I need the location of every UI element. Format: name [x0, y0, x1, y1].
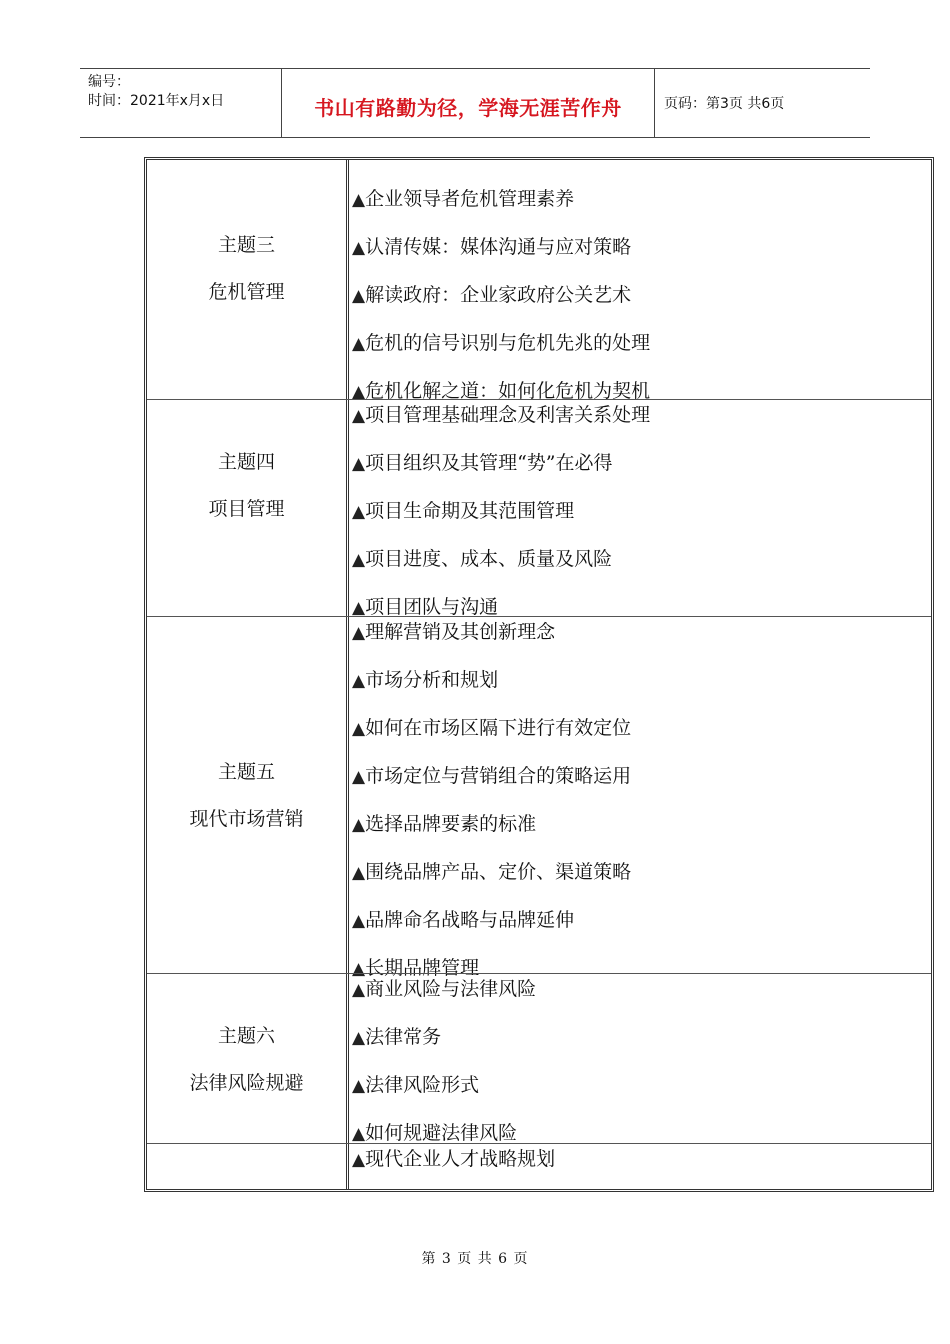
time-label: 时间：2021年x月x日 [88, 93, 225, 109]
item-text: 围绕品牌产品、定价、渠道策略 [365, 861, 632, 883]
page-header [80, 68, 870, 138]
triangle-bullet-icon: ▲ [352, 815, 366, 835]
section-row [147, 973, 931, 1144]
list-item [352, 488, 931, 536]
triangle-bullet-icon: ▲ [352, 1076, 366, 1096]
triangle-bullet-icon: ▲ [352, 1124, 366, 1144]
item-text: 项目团队与沟通 [365, 596, 499, 618]
item-text: 品牌命名战略与品牌延伸 [365, 909, 575, 931]
item-text: 项目管理基础理念及利害关系处理 [365, 404, 651, 426]
triangle-bullet-icon: ▲ [352, 454, 366, 474]
item-text: 法律常务 [365, 1026, 442, 1048]
item-text: 项目进度、成本、质量及风险 [365, 548, 613, 570]
item-text: 理解营销及其创新理念 [365, 621, 556, 643]
topic-number: 主题三 [217, 234, 275, 256]
section-items [352, 609, 931, 993]
section-topic [147, 439, 346, 533]
item-text: 选择品牌要素的标准 [365, 813, 537, 835]
list-item [352, 1014, 931, 1062]
section-items [352, 176, 931, 416]
triangle-bullet-icon: ▲ [352, 623, 366, 643]
list-item [352, 536, 931, 584]
item-text: 如何在市场区隔下进行有效定位 [365, 717, 632, 739]
section-items [352, 966, 931, 1158]
item-text: 市场定位与营销组合的策略运用 [365, 765, 632, 787]
page-indicator: 页码：第3页 共6页 [664, 96, 785, 112]
triangle-bullet-icon: ▲ [352, 550, 366, 570]
header-motto-cell [281, 69, 655, 137]
list-item [352, 609, 931, 657]
list-item [352, 897, 931, 945]
triangle-bullet-icon: ▲ [352, 190, 366, 210]
section-topic [147, 222, 346, 316]
number-label: 编号： [88, 74, 130, 90]
list-item [352, 657, 931, 705]
item-text: 商业风险与法律风险 [365, 978, 537, 1000]
triangle-bullet-icon: ▲ [352, 1028, 366, 1048]
item-text: 长期品牌管理 [365, 957, 480, 979]
triangle-bullet-icon: ▲ [352, 863, 366, 883]
item-text: 法律风险形式 [365, 1074, 480, 1096]
page-footer: 第 3 页 共 6 页 [421, 1251, 529, 1267]
list-item [352, 224, 931, 272]
triangle-bullet-icon: ▲ [352, 598, 366, 618]
item-text: 危机的信号识别与危机先兆的处理 [365, 332, 651, 354]
item-text: 项目生命期及其范围管理 [365, 500, 575, 522]
topic-number: 主题六 [217, 1025, 275, 1047]
section-items [352, 392, 931, 632]
triangle-bullet-icon: ▲ [352, 911, 366, 931]
section-items [352, 1136, 931, 1184]
triangle-bullet-icon: ▲ [352, 1150, 366, 1170]
section-row [147, 160, 931, 402]
course-table [144, 157, 934, 1192]
section-topic [147, 1013, 346, 1107]
topic-number: 主题五 [217, 761, 275, 783]
section-topic [147, 749, 346, 843]
topic-title: 现代市场营销 [189, 808, 304, 830]
list-item [352, 1136, 931, 1184]
triangle-bullet-icon: ▲ [352, 502, 366, 522]
header-meta [80, 69, 280, 137]
triangle-bullet-icon: ▲ [352, 980, 366, 1000]
triangle-bullet-icon: ▲ [352, 406, 366, 426]
list-item [352, 1062, 931, 1110]
list-item [352, 705, 931, 753]
topic-title: 项目管理 [208, 498, 285, 520]
list-item [352, 392, 931, 440]
list-item [352, 849, 931, 897]
topic-title: 危机管理 [208, 281, 285, 303]
topic-number: 主题四 [217, 451, 275, 473]
section-row [147, 1143, 931, 1190]
triangle-bullet-icon: ▲ [352, 286, 366, 306]
list-item [352, 966, 931, 1014]
triangle-bullet-icon: ▲ [352, 959, 366, 979]
list-item [352, 801, 931, 849]
item-text: 如何规避法律风险 [365, 1122, 518, 1144]
list-item [352, 320, 931, 368]
motto: 书山有路勤为径，学海无涯苦作舟 [314, 96, 622, 120]
triangle-bullet-icon: ▲ [352, 671, 366, 691]
item-text: 认清传媒：媒体沟通与应对策略 [365, 236, 632, 258]
item-text: 市场分析和规划 [365, 669, 499, 691]
triangle-bullet-icon: ▲ [352, 238, 366, 258]
section-row [147, 399, 931, 617]
triangle-bullet-icon: ▲ [352, 334, 366, 354]
triangle-bullet-icon: ▲ [352, 382, 366, 402]
item-text: 危机化解之道：如何化危机为契机 [365, 380, 651, 402]
item-text: 解读政府：企业家政府公关艺术 [365, 284, 632, 306]
triangle-bullet-icon: ▲ [352, 767, 366, 787]
topic-title: 法律风险规避 [189, 1072, 304, 1094]
item-text: 项目组织及其管理“势”在必得 [365, 452, 613, 474]
item-text: 企业领导者危机管理素养 [365, 188, 575, 210]
list-item [352, 272, 931, 320]
section-row [147, 616, 931, 979]
list-item [352, 440, 931, 488]
list-item [352, 176, 931, 224]
triangle-bullet-icon: ▲ [352, 719, 366, 739]
item-text: 现代企业人才战略规划 [365, 1148, 556, 1170]
list-item [352, 753, 931, 801]
